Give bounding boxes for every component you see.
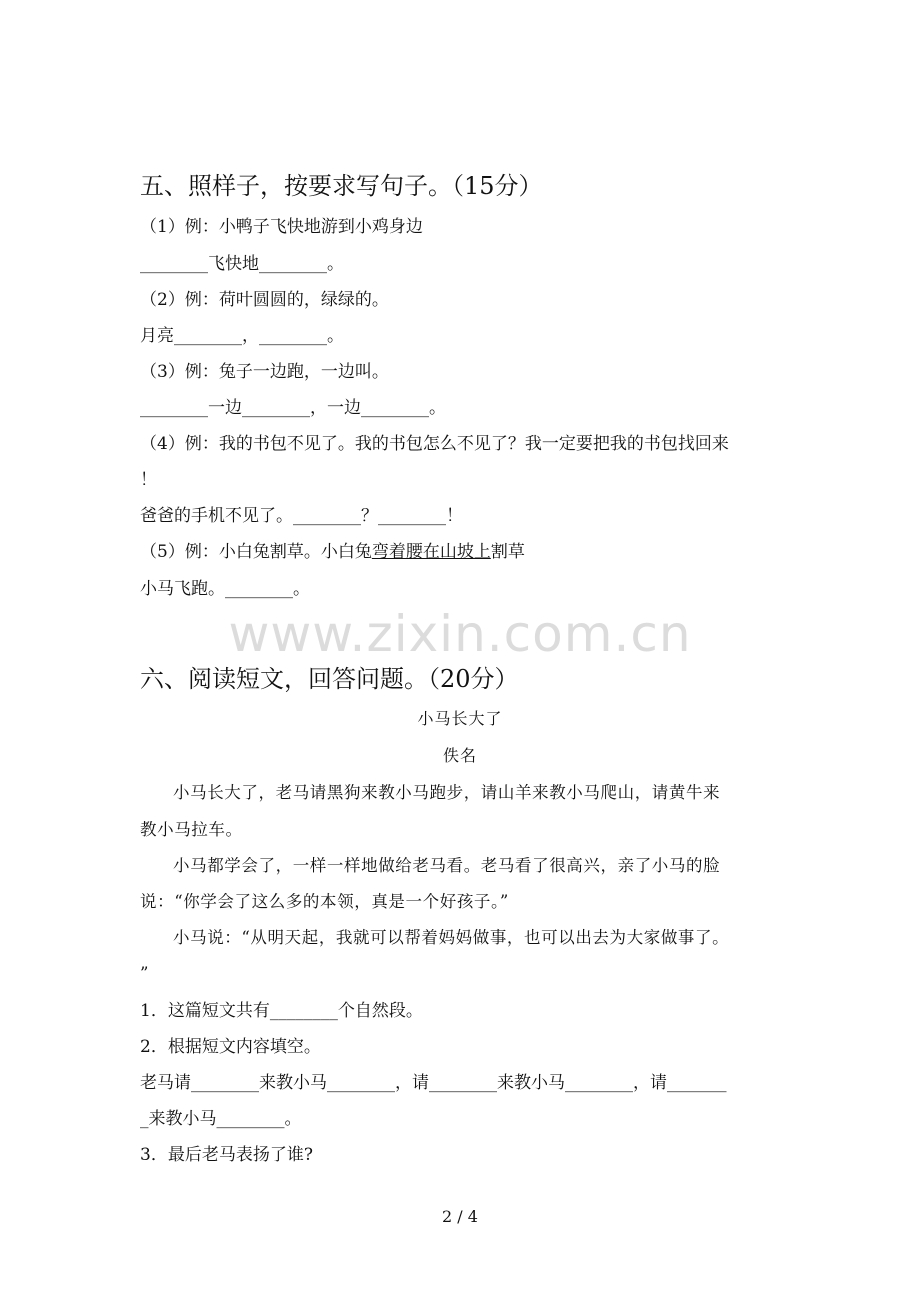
reading-q2-fill-line-1: 老马请________来教小马________，请________来教小马________，请_______ xyxy=(140,1073,727,1093)
story-title: 小马长大了 xyxy=(417,709,503,728)
q5-example-underlined: 弯着腰在山坡上 xyxy=(371,542,491,562)
story-paragraph-2-line-1: 小马都学会了，一样一样地做给老马看。老马看了很高兴，亲了小马的脸 xyxy=(173,856,721,875)
q3-example: （3）例：兔子一边跑，一边叫。 xyxy=(140,362,389,382)
reading-q2: 2．根据短文内容填空。 xyxy=(140,1037,321,1057)
q5-fill: 小马飞跑。________。 xyxy=(140,579,310,599)
page-number: 2 / 4 xyxy=(442,1207,478,1226)
q3-fill: ________一边________，一边________。 xyxy=(140,398,446,418)
reading-q2-fill-line-2: _来教小马________。 xyxy=(140,1109,302,1129)
q4-fill: 爸爸的手机不见了。________？________！ xyxy=(140,506,463,526)
q2-example: （2）例：荷叶圆圆的，绿绿的。 xyxy=(140,290,389,310)
story-author: 佚名 xyxy=(442,746,477,765)
q5-example-prefix: （5）例：小白兔割草。小白兔 xyxy=(140,542,372,562)
q2-fill: 月亮________，________。 xyxy=(140,326,344,346)
story-paragraph-1-line-2: 教小马拉车。 xyxy=(140,820,243,839)
section6-title: 六、阅读短文，回答问题。（20分） xyxy=(140,665,519,693)
reading-q3: 3．最后老马表扬了谁? xyxy=(140,1145,313,1165)
watermark: www.zixin.com.cn xyxy=(228,605,692,663)
q4-example-wrap: ！ xyxy=(140,470,157,490)
q1-example: （1）例：小鸭子飞快地游到小鸡身边 xyxy=(140,217,423,237)
story-paragraph-2-line-2: 说：“你学会了这么多的本领，真是一个好孩子。” xyxy=(140,892,509,911)
story-paragraph-3-line-1: 小马说：“从明天起，我就可以帮着妈妈做事，也可以出去为大家做事了。 xyxy=(173,928,730,947)
q5-example xyxy=(140,541,525,563)
section5-title: 五、照样子，按要求写句子。（15分） xyxy=(140,172,543,200)
q4-example: （4）例：我的书包不见了。我的书包怎么不见了？我一定要把我的书包找回来 xyxy=(140,434,729,454)
q1-fill: ________飞快地________。 xyxy=(140,254,344,274)
story-paragraph-3-line-2: ” xyxy=(140,964,150,983)
story-paragraph-1-line-1: 小马长大了，老马请黑狗来教小马跑步，请山羊来教小马爬山，请黄牛来 xyxy=(173,783,721,802)
reading-q1: 1．这篇短文共有________个自然段。 xyxy=(140,1001,423,1021)
q5-example-suffix: 割草 xyxy=(490,542,525,562)
